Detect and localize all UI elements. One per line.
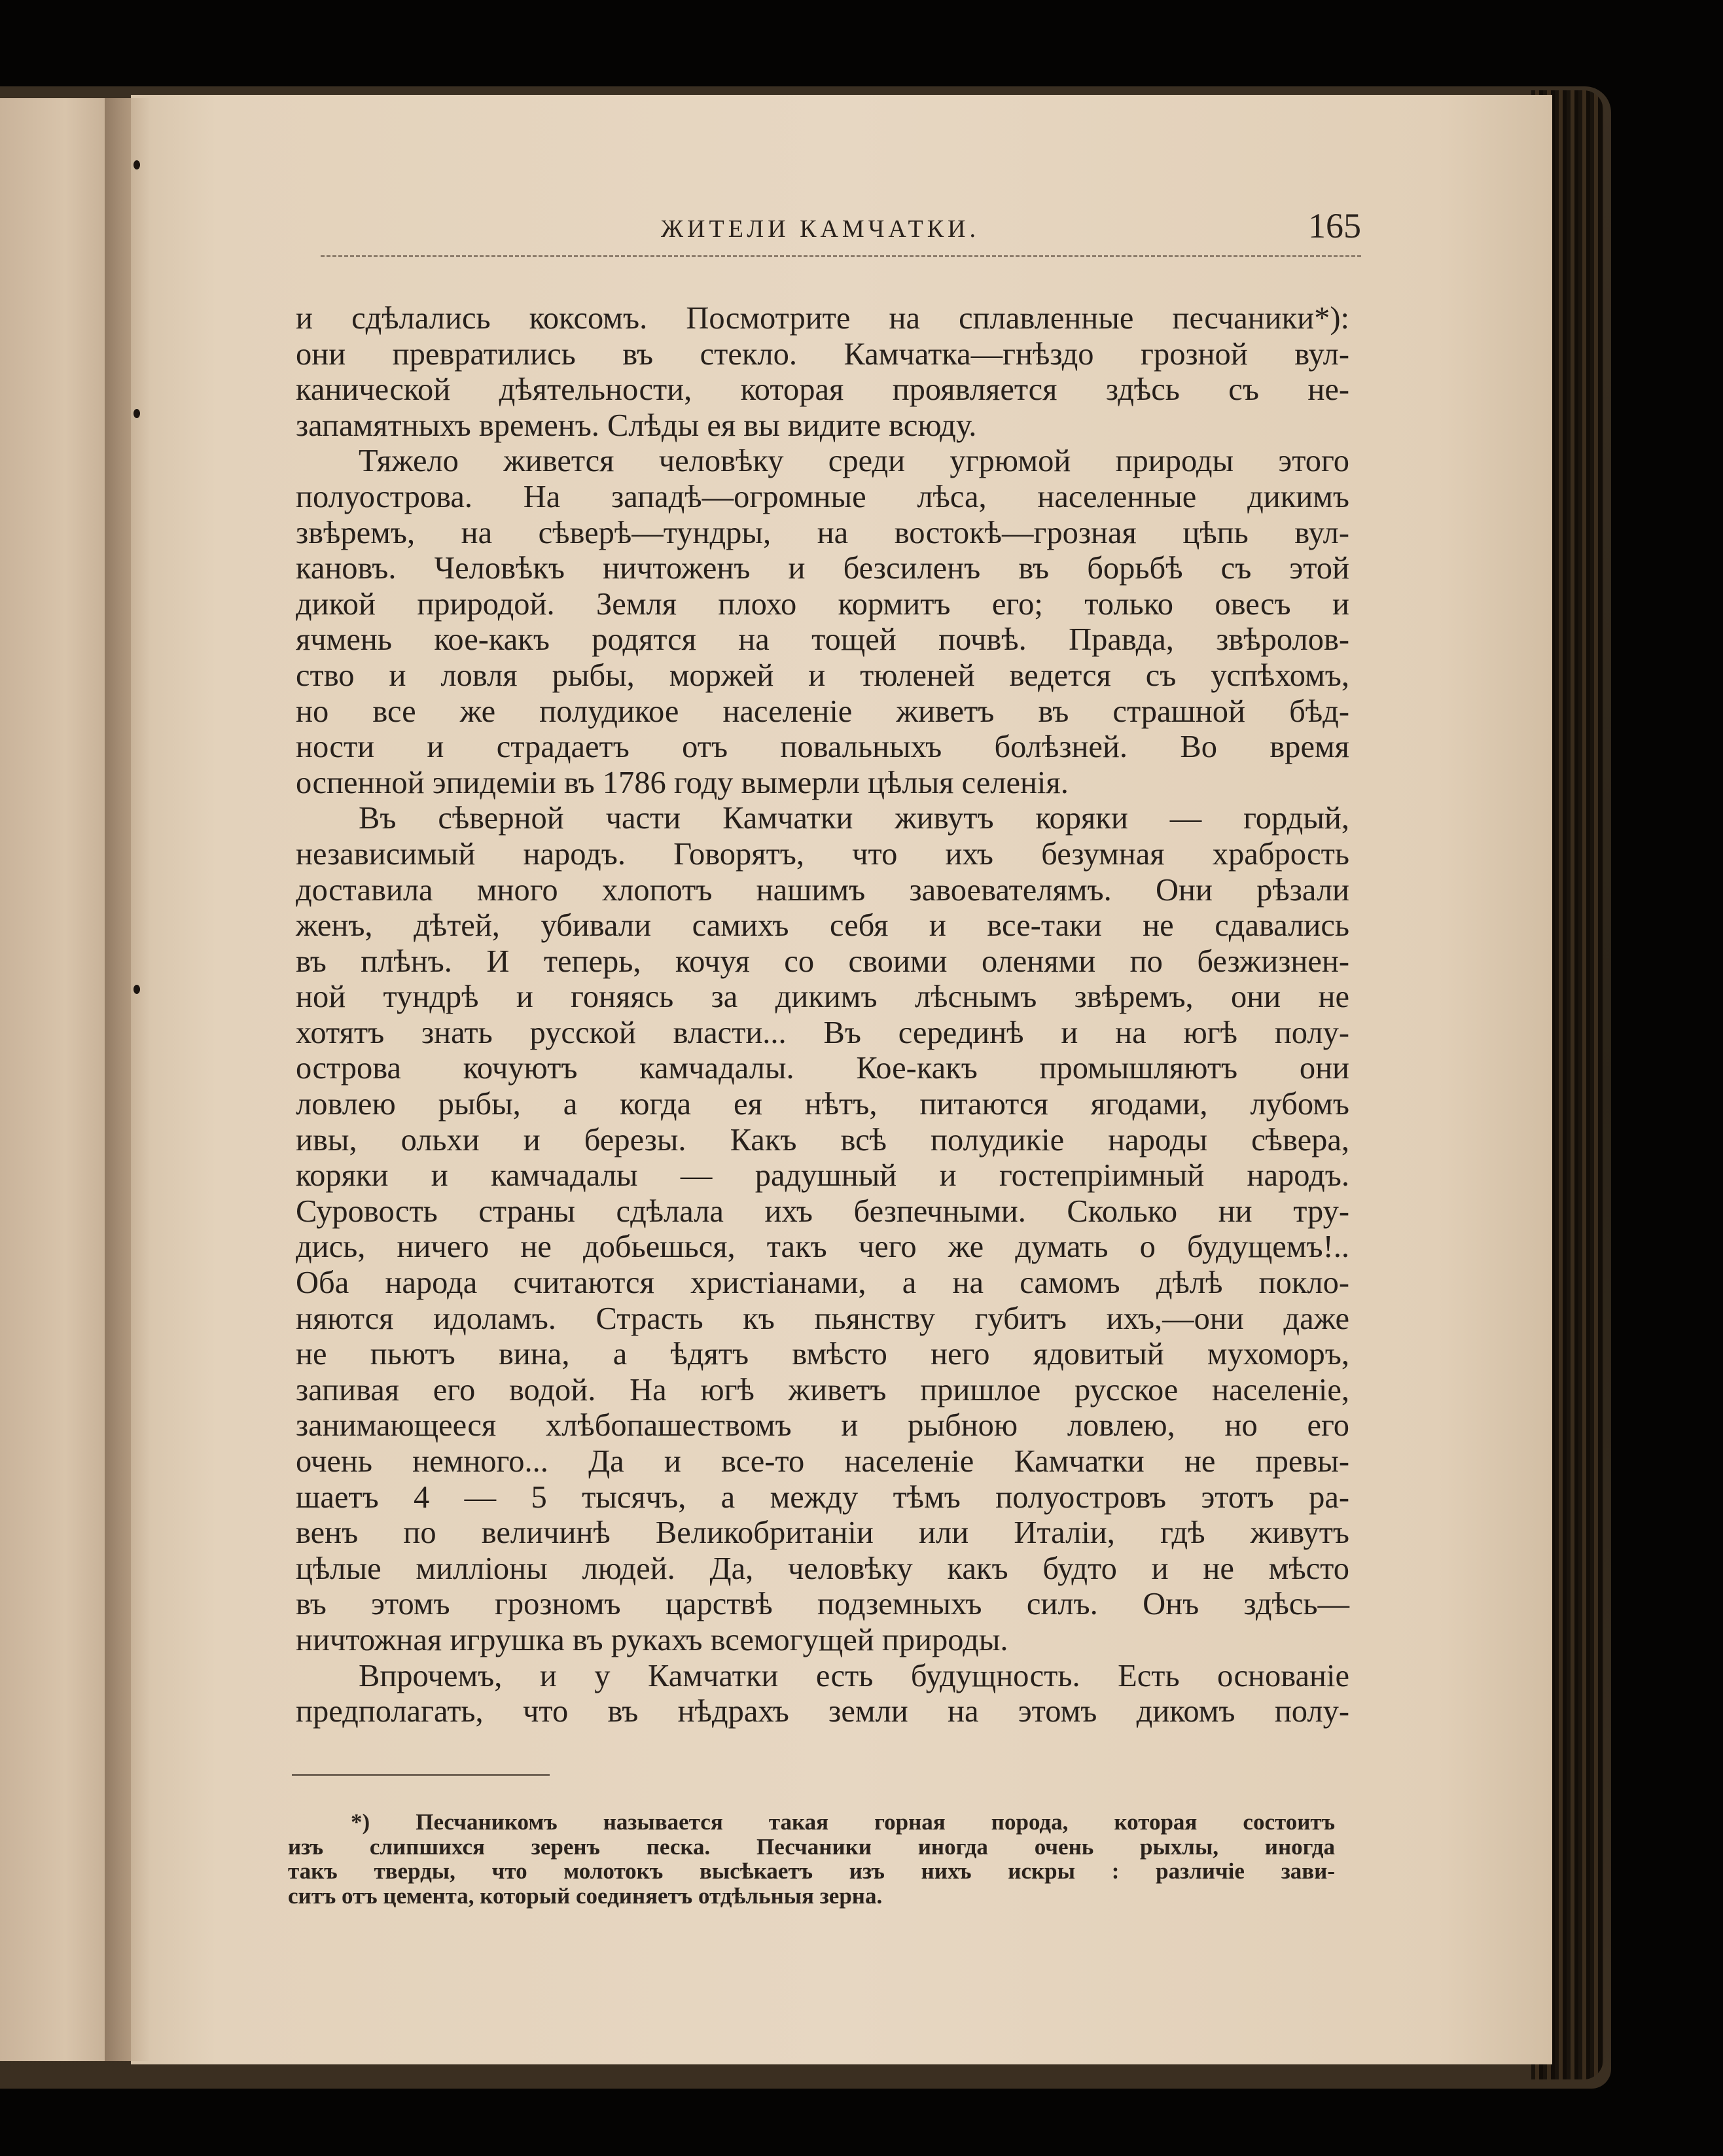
page-header [321, 206, 1361, 256]
body-text [296, 301, 1349, 1730]
text-line: запивая его водой. На югѣ живетъ пришлое русское населеніе, [296, 1372, 1349, 1407]
text-line: коряки и камчадалы — радушный и гостепріимный народъ. [296, 1158, 1349, 1193]
text-line: они превратились въ стекло. Камчатка—гнѣздо грозной вул- [296, 336, 1349, 372]
text-line: предполагать, что въ нѣдрахъ земли на этомъ дикомъ полу- [296, 1694, 1349, 1729]
footnote-rule [292, 1774, 550, 1776]
text-line: запамятныхъ временъ. Слѣды ея вы видите всюду. [296, 408, 977, 443]
page-gutter [105, 98, 151, 2061]
text-line: шаетъ 4 — 5 тысячъ, а между тѣмъ полуостровъ этотъ ра- [296, 1479, 1349, 1515]
text-line: ности и страдаетъ отъ повальныхъ болѣзней. Во время [296, 730, 1349, 765]
footnote-line: *) Песчаникомъ называется такая горная порода, которая состоитъ [351, 1809, 1335, 1835]
text-line: Впрочемъ, и у Камчатки есть будущность. Есть основаніе [359, 1658, 1349, 1693]
text-line: но все же полудикое населеніе живетъ въ страшной бѣд- [296, 694, 1349, 729]
text-line: въ плѣнъ. И теперь, кочуя со своими оленями по безжизнен- [296, 944, 1349, 979]
text-line: дись, ничего не добьешься, такъ чего же думать о будущемъ!.. [296, 1229, 1349, 1265]
text-line: не пьютъ вина, а ѣдятъ вмѣсто него ядовитый мухоморъ, [296, 1337, 1349, 1372]
margin-mark [133, 160, 140, 169]
text-line: звѣремъ, на сѣверѣ—тундры, на востокѣ—грозная цѣпь вул- [296, 515, 1349, 550]
text-line: женъ, дѣтей, убивали самихъ себя и все-таки не сдавались [296, 908, 1349, 944]
text-line: ловлею рыбы, а когда ея нѣтъ, питаются ягодами, лубомъ [296, 1087, 1349, 1122]
margin-mark [133, 409, 140, 418]
footnote-line: ситъ отъ цемента, который соединяетъ отдѣльныя зерна. [288, 1882, 883, 1909]
running-title: ЖИТЕЛИ КАМЧАТКИ. [661, 215, 980, 243]
text-line: въ этомъ грозномъ царствѣ подземныхъ силъ. Онъ здѣсь— [296, 1587, 1349, 1622]
text-line: венъ по величинѣ Великобританіи или Италіи, гдѣ живутъ [296, 1515, 1349, 1551]
text-line: очень немного... Да и все-то населеніе Камчатки не превы- [296, 1444, 1349, 1479]
text-line: хотятъ знать русской власти... Въ серединѣ и на югѣ полу- [296, 1015, 1349, 1050]
text-line: ивы, ольхи и березы. Какъ всѣ полудикіе народы сѣвера, [296, 1122, 1349, 1158]
text-line: независимый народъ. Говорятъ, что ихъ безумная храбрость [296, 836, 1349, 872]
text-line: острова кочуютъ камчадалы. Кое-какъ промышляютъ они [296, 1051, 1349, 1086]
text-line: занимающееся хлѣбопашествомъ и рыбною ловлею, но его [296, 1408, 1349, 1443]
text-line: доставила много хлопотъ нашимъ завоевателямъ. Они рѣзали [296, 872, 1349, 908]
text-line: ячмень кое-какъ родятся на тощей почвѣ. Правда, звѣролов- [296, 622, 1349, 658]
text-line: кановъ. Человѣкъ ничтоженъ и безсиленъ въ борьбѣ съ этой [296, 551, 1349, 586]
header-rule [321, 255, 1361, 257]
text-line: и сдѣлались коксомъ. Посмотрите на сплавленные песчаники*): [296, 301, 1349, 336]
text-line: ничтожная игрушка въ рукахъ всемогущей природы. [296, 1622, 1008, 1657]
page-number: 165 [1308, 206, 1361, 245]
text-line: оспенной эпидеміи въ 1786 году вымерли цѣлыя селенія. [296, 765, 1069, 800]
text-line: канической дѣятельности, которая проявляется здѣсь съ не- [296, 372, 1349, 408]
footnote [288, 1810, 1335, 1908]
text-line: дикой природой. Земля плохо кормитъ его; только овесъ и [296, 586, 1349, 622]
text-line: Суровость страны сдѣлала ихъ безпечными. Сколько ни тру- [296, 1193, 1349, 1229]
text-line: няются идоламъ. Страсть къ пьянству губитъ ихъ,—они даже [296, 1301, 1349, 1336]
footnote-line: изъ слипшихся зеренъ песка. Песчаники иногда очень рыхлы, иногда [288, 1833, 1335, 1860]
text-line: полуострова. На западѣ—огромные лѣса, населенные дикимъ [296, 479, 1349, 514]
footnote-line: такъ тверды, что молотокъ высѣкаетъ изъ нихъ искры : различіе зави- [288, 1858, 1335, 1884]
text-line: цѣлые милліоны людей. Да, человѣку какъ будто и не мѣсто [296, 1551, 1349, 1586]
text-line: ство и ловля рыбы, моржей и тюленей ведется съ успѣхомъ, [296, 658, 1349, 693]
text-line: Тяжело живется человѣку среди угрюмой природы этого [359, 444, 1349, 479]
margin-mark [133, 985, 140, 994]
text-line: ной тундрѣ и гоняясь за дикимъ лѣснымъ звѣремъ, они не [296, 980, 1349, 1015]
text-line: Въ сѣверной части Камчатки живутъ коряки — гордый, [359, 801, 1349, 836]
text-line: Оба народа считаются христіанами, а на самомъ дѣлѣ покло- [296, 1265, 1349, 1301]
